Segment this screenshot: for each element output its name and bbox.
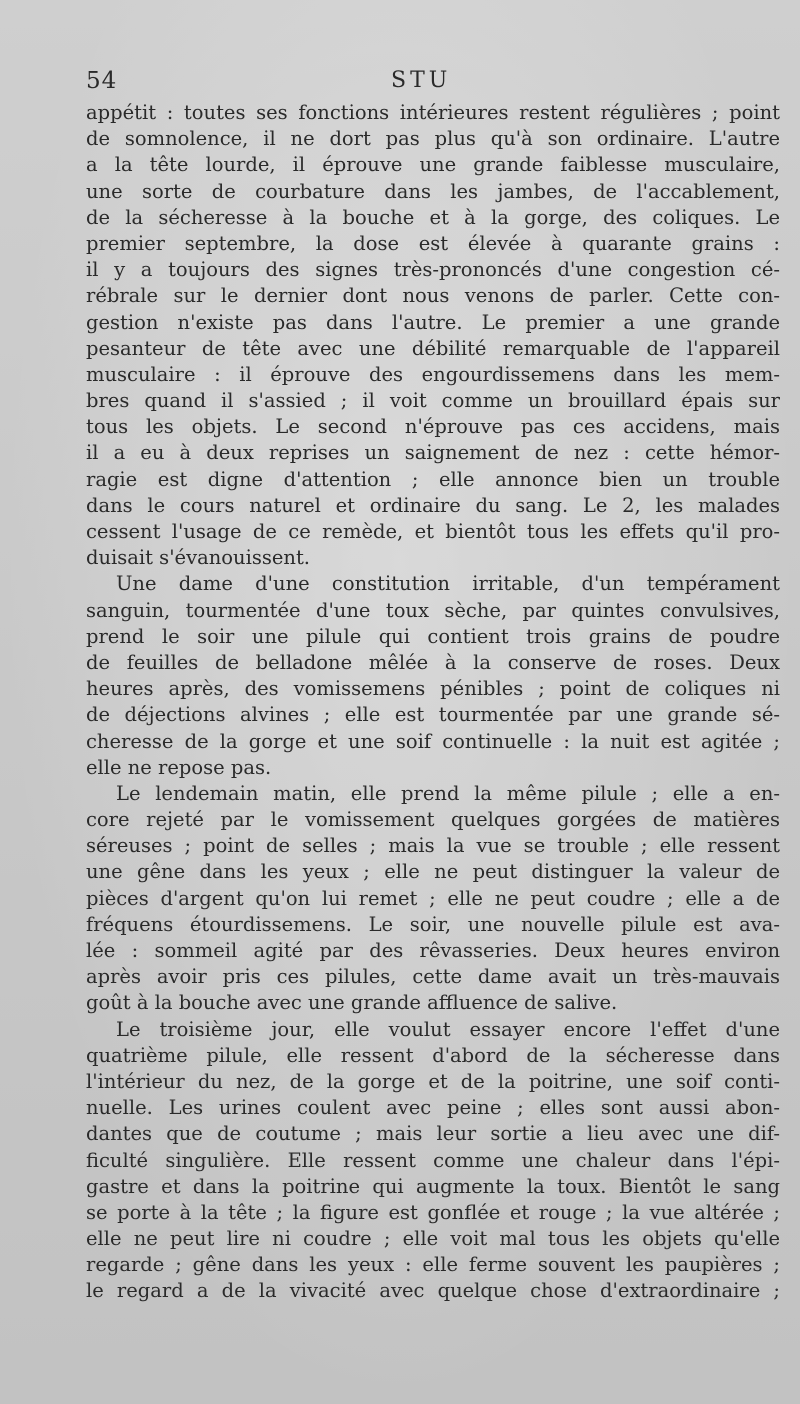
paragraph-2	[86, 571, 780, 781]
body-text	[86, 100, 780, 1305]
text-line: heures après, des vomissemens pénibles ; point de coliques ni	[86, 677, 780, 701]
text-line: core rejeté par le vomissement quelques gorgées de matières	[86, 808, 780, 832]
text-line: appétit : toutes ses fonctions intérieures restent régulières ; point	[86, 101, 780, 124]
text-line: se porte à la tête ; la figure est gonflée et rouge ; la vue altérée ;	[86, 1200, 780, 1224]
text-line: de déjections alvines ; elle est tourmentée par une grande sé-	[86, 703, 780, 727]
text-line: cheresse de la gorge et une soif continuelle : la nuit est agitée ;	[86, 729, 780, 753]
text-line: lée : sommeil agité par des rêvasseries. Deux heures environ	[86, 939, 780, 962]
text-line: bres quand il s'assied ; il voit comme un brouillard épais sur	[86, 389, 780, 413]
running-head: STU	[391, 68, 452, 93]
text-line: elle ne repose pas.	[86, 755, 272, 779]
text-line: ficulté singulière. Elle ressent comme une chaleur dans l'épi-	[86, 1148, 780, 1172]
text-line: gastre et dans la poitrine qui augmente la toux. Bientôt le sang	[86, 1174, 780, 1198]
text-line: cessent l'usage de ce remède, et bientôt tous les effets qu'il pro-	[86, 520, 780, 543]
text-line: de feuilles de belladone mêlée à la conserve de roses. Deux	[86, 650, 780, 674]
text-line: il a eu à deux reprises un saignement de nez : cette hémor-	[86, 441, 780, 465]
text-line: pièces d'argent qu'on lui remet ; elle ne peut coudre ; elle a de	[86, 886, 780, 910]
text-line: duisait s'évanouissent.	[86, 546, 310, 570]
text-line: tous les objets. Le second n'éprouve pas ces accidens, mais	[86, 415, 780, 439]
paragraph-3	[86, 781, 780, 1017]
text-line: le regard a de la vivacité avec quelque chose d'extraordinaire ;	[86, 1279, 780, 1303]
text-line: une sorte de courbature dans les jambes, de l'accablement,	[86, 179, 780, 203]
page-number: 54	[86, 68, 118, 94]
text-line: gestion n'existe pas dans l'autre. Le premier a une grande	[86, 310, 780, 334]
text-line: séreuses ; point de selles ; mais la vue se trouble ; elle ressent	[86, 834, 780, 858]
text-line: après avoir pris ces pilules, cette dame avait un très-mauvais	[86, 965, 780, 989]
text-line: prend le soir une pilule qui contient trois grains de poudre	[86, 624, 780, 648]
page-header	[86, 68, 786, 98]
text-line: premier septembre, la dose est élevée à quarante grains :	[86, 231, 780, 255]
text-line: regarde ; gêne dans les yeux : elle ferme souvent les paupières ;	[86, 1253, 780, 1277]
text-line: dantes que de coutume ; mais leur sortie a lieu avec une dif-	[86, 1122, 780, 1146]
text-line: sanguin, tourmentée d'une toux sèche, par quintes convulsives,	[86, 598, 780, 622]
text-line: dans le cours naturel et ordinaire du sang. Le 2, les malades	[86, 493, 780, 517]
text-line: de la sécheresse à la bouche et à la gorge, des coliques. Le	[86, 205, 780, 229]
text-line: fréquens étourdissemens. Le soir, une nouvelle pilule est ava-	[86, 912, 780, 936]
text-line: pesanteur de tête avec une débilité remarquable de l'appareil	[86, 336, 780, 360]
text-line: une gêne dans les yeux ; elle ne peut distinguer la valeur de	[86, 860, 780, 884]
text-line: de somnolence, il ne dort pas plus qu'à son ordinaire. L'autre	[86, 127, 780, 151]
text-line: quatrième pilule, elle ressent d'abord de la sécheresse dans	[86, 1043, 780, 1067]
text-line: ragie est digne d'attention ; elle annonce bien un trouble	[86, 467, 780, 491]
text-line: elle ne peut lire ni coudre ; elle voit mal tous les objets qu'elle	[86, 1227, 780, 1251]
text-line: goût à la bouche avec une grande affluence de salive.	[86, 991, 618, 1015]
text-line: nuelle. Les urines coulent avec peine ; elles sont aussi abon-	[86, 1096, 780, 1120]
text-line: l'intérieur du nez, de la gorge et de la poitrine, une soif conti-	[86, 1069, 780, 1093]
text-line: Une dame d'une constitution irritable, d'un tempérament	[116, 572, 780, 596]
text-line: a la tête lourde, il éprouve une grande faiblesse musculaire,	[86, 153, 780, 177]
text-line: il y a toujours des signes très-prononcés d'une congestion cé-	[86, 258, 780, 282]
text-line: Le troisième jour, elle voulut essayer encore l'effet d'une	[116, 1017, 780, 1041]
paragraph-4	[86, 1017, 780, 1305]
text-line: musculaire : il éprouve des engourdissemens dans les mem-	[86, 362, 780, 386]
paragraph-1	[86, 100, 780, 571]
text-line: Le lendemain matin, elle prend la même pilule ; elle a en-	[116, 781, 780, 805]
text-line: rébrale sur le dernier dont nous venons de parler. Cette con-	[86, 284, 780, 308]
